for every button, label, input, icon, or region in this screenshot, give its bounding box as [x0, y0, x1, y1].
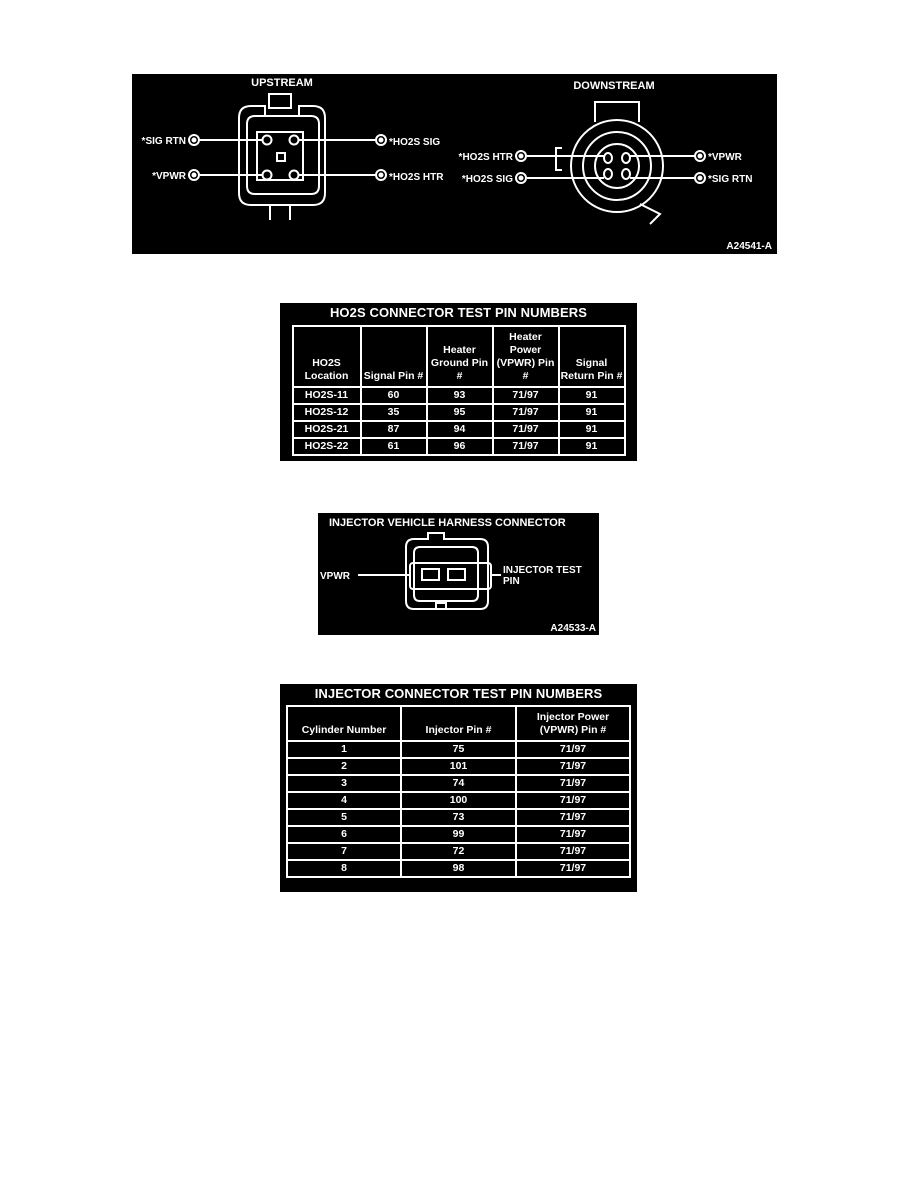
table-cell: 96: [427, 438, 493, 455]
table-cell: 35: [361, 404, 427, 421]
table-cell: 7: [287, 843, 401, 860]
injector-vpwr-label: VPWR: [320, 571, 350, 582]
table-header-row: [287, 706, 630, 741]
table-cell: HO2S-12: [293, 404, 361, 421]
downstream-vpwr-label: *VPWR: [708, 152, 742, 163]
column-header: Cylinder Number: [287, 706, 401, 741]
ho2s-table-panel: [280, 303, 637, 461]
table-row: [293, 421, 625, 438]
table-cell: 71/97: [493, 421, 559, 438]
injector-figure-id: A24533-A: [550, 623, 596, 634]
ho2s-connector-diagram: [132, 74, 777, 254]
table-row: [293, 404, 625, 421]
table-cell: 4: [287, 792, 401, 809]
injector-table-panel: [280, 684, 637, 892]
table-cell: 71/97: [493, 438, 559, 455]
table-cell: 71/97: [493, 387, 559, 404]
table-cell: 71/97: [516, 758, 630, 775]
table-cell: HO2S-22: [293, 438, 361, 455]
table-row: [287, 860, 630, 877]
table-row: [287, 809, 630, 826]
column-header: Signal Return Pin #: [559, 326, 625, 387]
table-cell: 100: [401, 792, 516, 809]
upstream-vpwr-label: *VPWR: [152, 171, 186, 182]
table-header-row: [293, 326, 625, 387]
table-row: [287, 826, 630, 843]
table-row: [293, 438, 625, 455]
column-header: Signal Pin #: [361, 326, 427, 387]
ho2s-table-title: HO2S CONNECTOR TEST PIN NUMBERS: [329, 305, 588, 320]
table-cell: 5: [287, 809, 401, 826]
table-cell: 91: [559, 438, 625, 455]
table-cell: 61: [361, 438, 427, 455]
table-cell: 94: [427, 421, 493, 438]
table-cell: 60: [361, 387, 427, 404]
downstream-ho2s-htr-label: *HO2S HTR: [458, 152, 513, 163]
downstream-ho2s-sig-label: *HO2S SIG: [461, 174, 513, 185]
upstream-connector-drawing: [200, 94, 375, 220]
upstream-sig-rtn-label: *SIG RTN: [141, 136, 186, 147]
table-cell: 71/97: [493, 404, 559, 421]
table-cell: 71/97: [516, 809, 630, 826]
table-cell: 101: [401, 758, 516, 775]
table-row: [287, 843, 630, 860]
table-cell: 99: [401, 826, 516, 843]
upstream-pin-markers: [189, 135, 386, 180]
table-cell: 71/97: [516, 860, 630, 877]
table-row: [287, 775, 630, 792]
downstream-connector-drawing: [527, 102, 694, 224]
table-cell: HO2S-11: [293, 387, 361, 404]
table-cell: 71/97: [516, 826, 630, 843]
injector-diagram-title: INJECTOR VEHICLE HARNESS CONNECTOR: [329, 517, 566, 529]
table-cell: 87: [361, 421, 427, 438]
table-cell: 72: [401, 843, 516, 860]
column-header: HO2S Location: [293, 326, 361, 387]
table-cell: 6: [287, 826, 401, 843]
injector-test-pin-label-line1: INJECTOR TEST: [503, 565, 582, 576]
table-cell: 75: [401, 741, 516, 758]
column-header: Injector Pin #: [401, 706, 516, 741]
table-cell: 91: [559, 404, 625, 421]
table-cell: 74: [401, 775, 516, 792]
table-cell: 71/97: [516, 741, 630, 758]
table-row: [293, 387, 625, 404]
table-cell: 2: [287, 758, 401, 775]
upstream-ho2s-htr-label: *HO2S HTR: [389, 172, 444, 183]
column-header: Injector Power (VPWR) Pin #: [516, 706, 630, 741]
table-cell: 1: [287, 741, 401, 758]
injector-connector-drawing: [358, 533, 501, 609]
table-row: [287, 792, 630, 809]
injector-connector-diagram: [318, 513, 599, 635]
injector-table-title: INJECTOR CONNECTOR TEST PIN NUMBERS: [314, 686, 603, 701]
table-cell: 71/97: [516, 775, 630, 792]
table-row: [287, 758, 630, 775]
table-cell: 8: [287, 860, 401, 877]
downstream-sig-rtn-label: *SIG RTN: [708, 174, 753, 185]
column-header: Heater Power (VPWR) Pin #: [493, 326, 559, 387]
table-cell: 73: [401, 809, 516, 826]
injector-test-pin-label-line2: PIN: [503, 576, 520, 587]
table-cell: 3: [287, 775, 401, 792]
table-cell: 91: [559, 387, 625, 404]
table-cell: HO2S-21: [293, 421, 361, 438]
injector-table: [286, 705, 631, 878]
table-cell: 95: [427, 404, 493, 421]
table-cell: 71/97: [516, 843, 630, 860]
downstream-title: DOWNSTREAM: [573, 80, 655, 92]
upstream-ho2s-sig-label: *HO2S SIG: [389, 137, 441, 148]
table-cell: 93: [427, 387, 493, 404]
upstream-title: UPSTREAM: [251, 77, 313, 89]
table-cell: 91: [559, 421, 625, 438]
table-cell: 98: [401, 860, 516, 877]
table-cell: 71/97: [516, 792, 630, 809]
column-header: Heater Ground Pin #: [427, 326, 493, 387]
ho2s-table: [292, 325, 626, 456]
ho2s-figure-id: A24541-A: [726, 241, 772, 252]
injector-test-pin-label: [503, 565, 585, 587]
table-row: [287, 741, 630, 758]
